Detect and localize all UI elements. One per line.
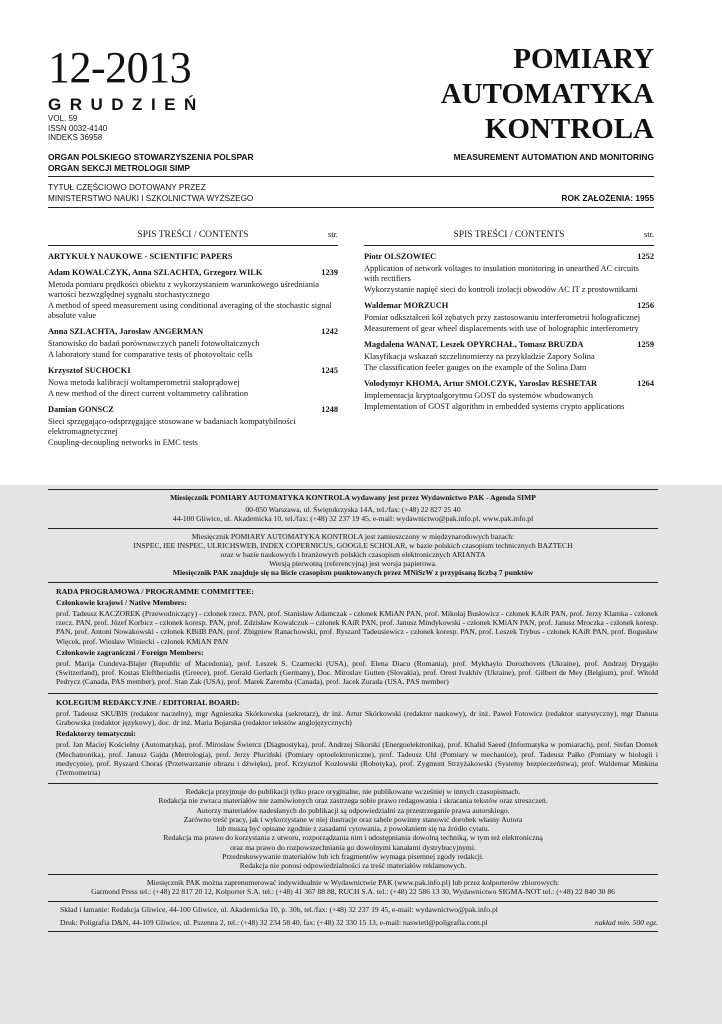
toc-title-en: The classification feeler gauges on the example of the Solina Dam <box>364 363 587 372</box>
policy-line: Redakcja przyjmuje do publikacji tylko prace oryginalne, nie publikowane wcześniej w innych czasopismach. <box>185 787 521 797</box>
title-line: AUTOMATYKA <box>440 78 654 110</box>
indexing-line: Miesięcznik POMIARY AUTOMATYKA KONTROLA jest zamieszczony w międzynarodowych bazach: <box>191 531 515 541</box>
toc-authors: Magdalena WANAT, Leszek OPYRCHAŁ, Tomasz BRUZDA <box>364 340 584 349</box>
toc-entry[interactable] <box>364 301 654 334</box>
funding-note <box>48 183 253 204</box>
policy-block <box>48 783 658 874</box>
toc-title-en: Measurement of gear wheel displacements with use of holographic interferometry <box>364 324 639 333</box>
printing-line: Druk: Poligrafia D&N, 44-109 Gliwice, ul. Pszenna 2, tel.: (+48) 32 234 58 40, fax: (+48) 32 330 15 13, e-mail: naswietl@poligrafia.com.pl <box>60 917 488 927</box>
toc-page-label: str. <box>327 230 338 239</box>
toc-title-en: A method of speed measurement using conditional averaging of the stochastic signal absolute value <box>48 301 332 320</box>
toc-heading-text: SPIS TREŚCI / CONTENTS <box>453 230 565 240</box>
toc-title-pl: Pomiar odkształceń kół zębatych przy zastosowaniu interferometrii holograficznej <box>364 313 641 322</box>
toc-entry[interactable] <box>364 340 654 373</box>
toc-title-pl: Nowa metoda kalibracji woltamperometrii stałoprądowej <box>48 378 240 387</box>
toc-authors: Anna SZLACHTA, Jarosław ANGERMAN <box>48 327 204 336</box>
toc-entry[interactable] <box>48 366 338 399</box>
policy-line: Redakcja nie zwraca materiałów nie zamówionych oraz zastrzega sobie prawo redagowania i skracania tekstów oraz streszczeń. <box>158 796 548 806</box>
toc-page: 1245 <box>321 366 338 375</box>
toc-page: 1252 <box>637 252 654 261</box>
issue-number: 12-2013 <box>48 43 192 92</box>
foreign-members-heading: Członkowie zagraniczni / Foreign Members: <box>56 647 204 657</box>
toc-page: 1248 <box>321 405 338 414</box>
toc-authors: Damian GONSCZ <box>48 405 114 414</box>
toc-entry[interactable] <box>48 405 338 448</box>
subscription-line: Miesięcznik PAK można zaprenumerować indywidualnie w Wydawnictwie PAK (www.pak.info.pl) lub przez kolporterów zbiorowych: <box>146 878 560 888</box>
issue-meta <box>48 114 107 143</box>
toc-title-pl: Implementacja kryptoalgorytmu GOST do systemów wbudowanych <box>364 391 593 400</box>
journal-title <box>324 42 654 147</box>
info-box <box>48 489 658 932</box>
toc-entry[interactable] <box>364 379 654 412</box>
toc-page: 1259 <box>637 340 654 349</box>
committee-title: RADA PROGRAMOWA / PROGRAMME COMMITTEE: <box>56 586 254 596</box>
toc-page: 1242 <box>321 327 338 336</box>
issn: ISSN 0032-4140 <box>48 123 108 133</box>
policy-line: Zarówno treść pracy, jak i wykorzystane w niej ilustracje oraz tabele powinny stanowić dorobek własny Autora <box>183 814 523 824</box>
toc-heading-text: SPIS TREŚCI / CONTENTS <box>137 230 249 240</box>
toc-entry[interactable] <box>364 252 654 295</box>
funding-line: MINISTERSTWO NAUKI I SZKOLNICTWA WYŻSZEGO <box>48 193 254 203</box>
toc-authors: Waldemar MORZUCH <box>364 301 449 310</box>
toc-right <box>364 230 654 418</box>
circulation: nakład min. 500 egz. <box>594 917 658 927</box>
title-line: POMIARY <box>513 43 654 75</box>
toc-authors: Krzysztof SUCHOCKI <box>48 366 131 375</box>
typesetting-line: Skład i łamanie: Redakcja Gliwice, 44-100 Gliwice, ul. Akademicka 10, p. 30b, tel./fax: (+48) 32 237 19 45, e-mail: wydawnictwo@pak.info.pl <box>60 904 498 914</box>
organization-en: MEASUREMENT AUTOMATION AND MONITORING <box>453 152 654 162</box>
thematic-editors: prof. Jan Maciej Kościelny (Automatyka), prof. Mirosław Świercz (Diagnostyka), prof. Andrzej Sikorski (Energoelektronika), prof. Khalid Saeed (Informatyka w pomiarach), prof. Stefan Domek (Mechatronika), prof. Janusz Gajda (Metrologia), prof. Jerzy Pluciński (Pomiary optoelektroniczne), prof. Tadeusz Uhl (Pomiary w mechanice), prof. Tadeusz Pałko (Pomiary w biologii i medycynie), prof. Ryszard Choraś (Przetwarzanie obrazu i dźwięku), prof. Krzysztof Kozłowski (Robotyka), prof. Zygmunt Strzyżakowski (Systemy bezpieczeństwa), prof. Waldemar Minkina (Termometria) <box>56 740 658 778</box>
toc-title-en: Application of network voltages to insulation monitoring in unearthed AC circuits with rectifiers <box>364 264 639 283</box>
editorial-title: KOLEGIUM REDAKCYJNE / EDITORIAL BOARD: <box>56 697 240 707</box>
subscription-line: Garmond Press tel.: (+48) 22 817 20 12, Kolporter S.A. tel.: (+48) 41 367 88 88, RUCH S.A. tel.: (+48) 22 586 13 30, Wydawnictwo SIGMA-NOT tel.: (+48) 22 840 30 86 <box>91 887 615 897</box>
volume: VOL. 59 <box>48 114 78 123</box>
title-line: KONTROLA <box>484 113 654 145</box>
toc-title-pl: Klasyfikacja wskazań szczelinomierzy na przykładzie Zapory Solina <box>364 352 595 361</box>
toc-title-pl: Metoda pomiaru prędkości obiektu z wykorzystaniem warunkowego uśredniania wartości bezwzględnej sygnału stochastycznego <box>48 280 319 299</box>
native-members-heading: Członkowie krajowi / Native Members: <box>56 597 187 607</box>
policy-line: Przedrukowywanie materiałów lub ich fragmentów wymaga pisemnej zgody redakcji. <box>222 851 484 861</box>
toc-page: 1239 <box>321 268 338 277</box>
policy-line: Redakcja nie ponosi odpowiedzialności za treść materiałów reklamowych. <box>239 860 467 870</box>
publisher-block <box>48 489 658 528</box>
native-members: prof. Tadeusz KACZOREK (Przewodniczący) - członek rzecz. PAN, prof. Stanisław Adamczak - członek KMiAN PAN, prof. Mikołaj Busłowicz - członek KAiR PAN, prof. Jerzy Klamka - członek rzecz. PAN, prof. Józef Korbicz - członek koresp. PAN, prof. Zdzisław Kowalczuk – członek KAiR PAN, prof. Janusz Mindykowski - członek KMiAN PAN, prof. Janusz Mroczka - członek koresp. PAN, prof. Antoni Nowakowski - członek KBiIB PAN, prof. Zbigniew Ranachowski, prof. Ryszard Tadeusiewicz - członek koresp. PAN, prof. Leszek Trybus - członek KAiR PAN, prof. Bogusław Więcek, prof. Wiesław Winiecki - członek KMiAN PAN <box>56 609 658 646</box>
toc-authors: Piotr OLSZOWIEC <box>364 252 437 261</box>
editorial-board <box>48 693 658 784</box>
org-line: ORGAN POLSKIEGO STOWARZYSZENIA POLSPAR <box>48 152 254 162</box>
points-line: Miesięcznik PAK znajduje się na liście czasopism punktowanych przez MNiSzW z przypisaną liczbą 7 punktów <box>172 568 534 578</box>
thematic-editors-heading: Redaktorzy tematyczni: <box>56 729 136 739</box>
toc-entry[interactable] <box>48 327 338 360</box>
subscription-block <box>48 874 658 900</box>
policy-line: lub muszą być opisane zgodnie z zasadami cytowania, z powołaniem się na źródło cytatu. <box>216 824 490 834</box>
toc-title-en: A laboratory stand for comparative tests of photovoltaic cells <box>48 350 253 359</box>
indexing-block <box>48 528 658 582</box>
issue-month: GRUDZIEŃ <box>48 95 205 114</box>
toc-entry[interactable] <box>48 268 338 321</box>
toc-heading <box>48 230 338 246</box>
toc-title-en: A new method of the direct current voltammetry calibration <box>48 389 249 398</box>
indeks: INDEKS 36958 <box>48 133 103 142</box>
toc-section-title: ARTYKUŁY NAUKOWE - SCIENTIFIC PAPERS <box>48 252 233 261</box>
address-line: 00-050 Warszawa, ul. Świętokrzyska 14A, tel./fax: (+48) 22 827 25 40 <box>245 505 461 515</box>
policy-line: oraz ma prawo do rozpowszechniania go dowolnymi kanałami dystrybucyjnymi. <box>230 842 476 852</box>
toc-authors: Volodymyr KHOMA, Artur SMOLCZYK, Yaroslav RESHETAR <box>364 379 598 388</box>
policy-line: Redakcja ma prawo do korzystania z utworu, rozporządzania nim i udostępniania dowolną techniką, w tym też elektroniczną <box>163 833 543 843</box>
founded-year: ROK ZAŁOŻENIA: 1955 <box>561 193 654 203</box>
toc-title-pl: Stanowisko do badań porównawczych paneli fotowoltaicznych <box>48 339 260 348</box>
publisher-line: Miesięcznik POMIARY AUTOMATYKA KONTROLA wydawany jest przez Wydawnictwo PAK - Agenda SIMP <box>170 493 536 502</box>
toc-page: 1256 <box>637 301 654 310</box>
toc-page-label: str. <box>643 230 654 239</box>
indexing-line: Wersją pierwotną (referencyjną) jest wersja papierowa. <box>269 559 437 569</box>
toc-title-en: Coupling-decoupling networks in EMC tests <box>48 438 198 447</box>
editorial-members: prof. Tadeusz SKUBIS (redaktor naczelny), mgr Agnieszka Skórkowska (sekretarz), dr inż. Artur Skórkowski (redaktor naukowy), dr inż. Paweł Fotowicz (redaktor statystyczny), mgr Danuta Grabowska (redaktor językowy), doc. dr inż. Maria Bojarska (redaktor tekstów anglojęzycznych) <box>56 708 658 728</box>
divider <box>48 176 654 177</box>
toc-page: 1264 <box>637 379 654 388</box>
print-block <box>48 901 658 932</box>
toc-left <box>48 230 338 454</box>
programme-committee <box>48 582 658 693</box>
foreign-members: prof. Marija Cundeva-Blajer (Republic of Macedonia), prof. Leszek S. Czarnecki (USA), prof. Elena Diacu (Romania), prof. Mykhaylo Dorozhovets (Ukraine), prof. Andrzej Drygajło (Switzerland), prof. Kostas Eleftheriadis (Greece), prof. Gerald Gerlach (Germany), Doc. Miroslav Gutten (Slovakia), prof. Orest Ivakhiv (Ukraine), prof. Gilbert de Mey (Belgium), prof. Witold Pedrycz (Canada, PAS member), prof. Stan Zak (USA), prof. Marek Zaremba (Canada), prof. Jacek Zurada (USA, PAS member) <box>56 659 658 687</box>
indexing-line: oraz w bazie naukowych i branżowych polskich czasopism elektronicznych ARIANTA <box>220 550 486 560</box>
toc-authors: Adam KOWALCZYK, Anna SZLACHTA, Grzegorz WILK <box>48 268 263 277</box>
toc-heading <box>364 230 654 246</box>
org-line: ORGAN SEKCJI METROLOGII SIMP <box>48 162 190 173</box>
policy-line: Autorzy materiałów nadesłanych do publikacji są odpowiedzialni za przestrzeganie prawa autorskiego. <box>196 805 510 815</box>
toc-title-en: Implementation of GOST algorithm in embedded systems crypto applications <box>364 402 625 411</box>
indexing-line: INSPEC, IEE INSPEC, ULRICHSWEB, INDEX COPERNICUS, GOOGLE SCHOLAR, w bazie polskich czasopism technicznych BAZTECH <box>133 540 573 550</box>
toc-title-pl: Wykorzystanie napięć sieci do kontroli izolacji obwodów AC IT z prostownikami <box>364 285 638 294</box>
funding-line: TYTUŁ CZĘŚCIOWO DOTOWANY PRZEZ <box>48 183 206 192</box>
divider <box>48 207 654 208</box>
organization-pl <box>48 152 254 173</box>
address-line: 44-100 Gliwice, ul. Akademicka 10, tel./fax: (+48) 32 237 19 45, e-mail: wydawnictwo@pak.info.pl, www.pak.info.pl <box>172 514 534 524</box>
toc-title-pl: Sieci sprzęgająco-odsprzęgające stosowane w badaniach kompatybilności elektromagnetycznej <box>48 417 296 436</box>
